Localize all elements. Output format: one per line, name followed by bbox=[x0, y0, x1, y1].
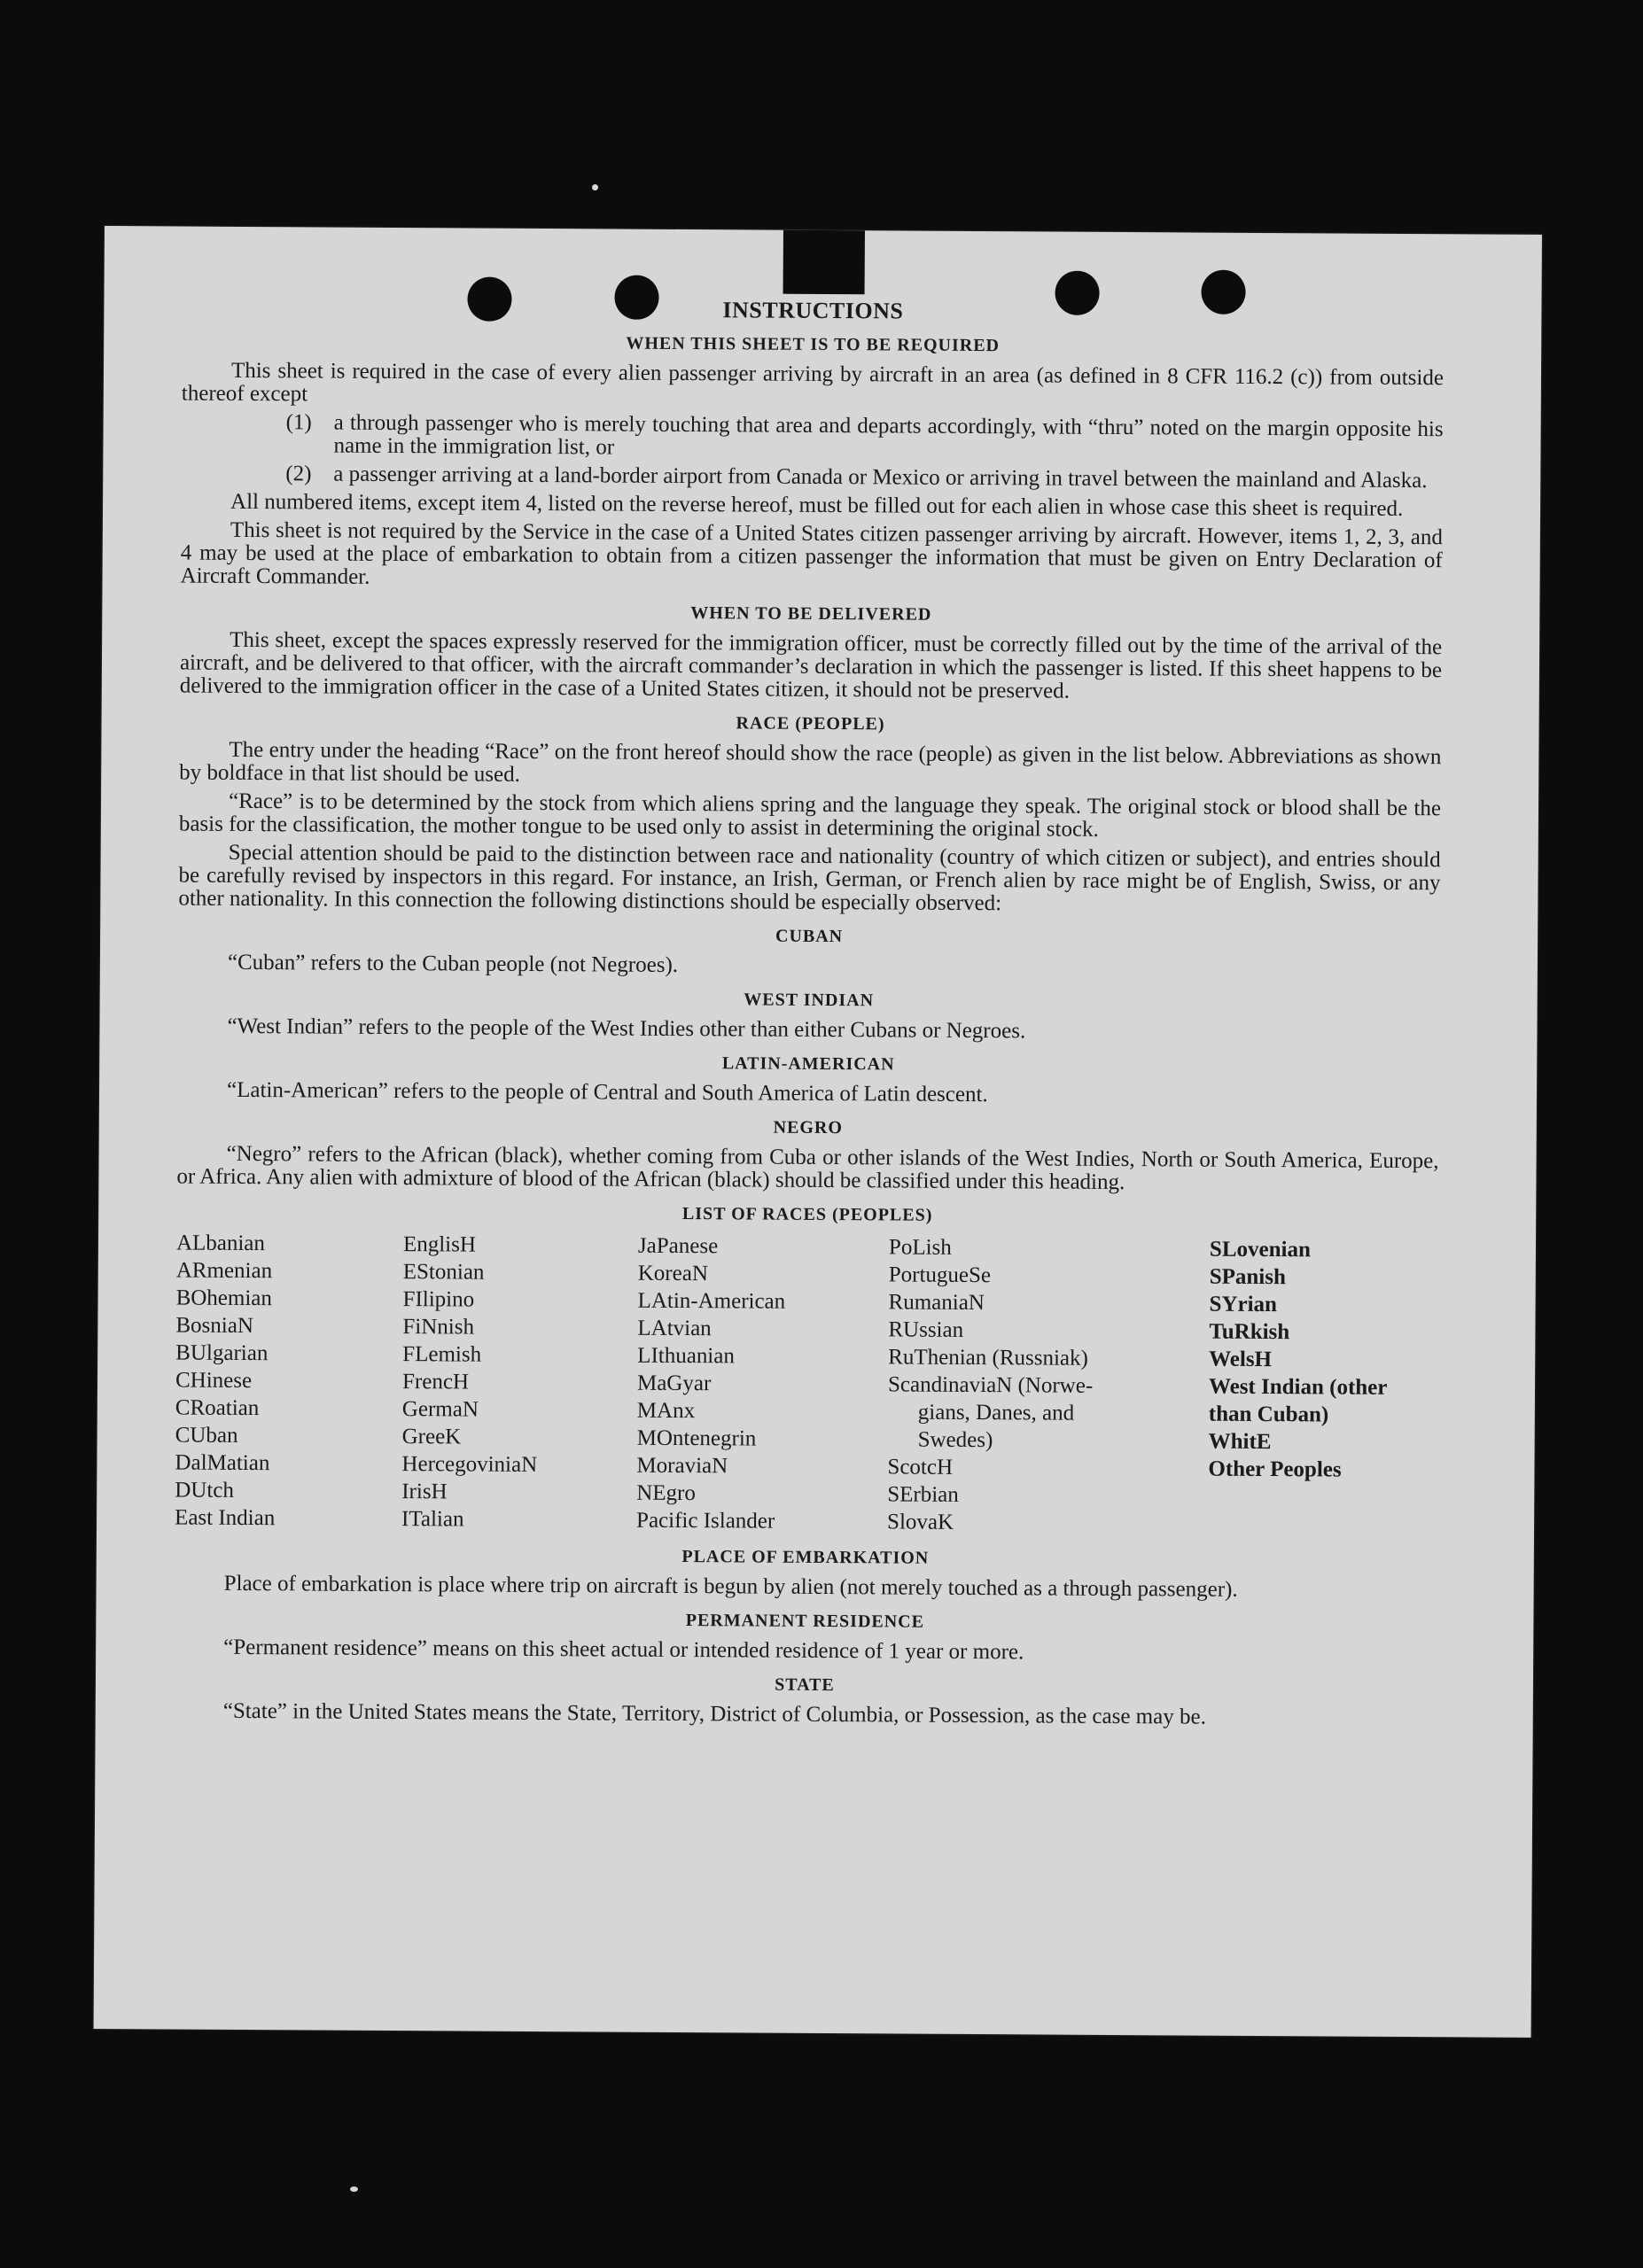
race-entry-continued: than Cuban) bbox=[1208, 1402, 1329, 1427]
instruction-sheet bbox=[94, 226, 1542, 2038]
race-entry: SPanish bbox=[1209, 1264, 1287, 1290]
heading-latin-american: LATIN-AMERICAN bbox=[721, 1053, 895, 1075]
numbered-item bbox=[285, 462, 1443, 493]
race-entry: FiNnish bbox=[402, 1315, 475, 1340]
race-entry: LAtvian bbox=[637, 1316, 712, 1341]
paragraph: “Race” is to be determined by the stock from which aliens spring and the language they speak. The original stock or blood shall be the basis for the classification, the mother tongue to be used only to assist in determining the original stock. bbox=[178, 788, 1442, 842]
race-entry: ITalian bbox=[401, 1507, 464, 1532]
race-entry: KoreaN bbox=[637, 1261, 709, 1286]
definition-residence: “Permanent residence” means on this sheet actual or intended residence of 1 year or more. bbox=[223, 1635, 1024, 1665]
heading-race: RACE (PEOPLE) bbox=[736, 713, 885, 734]
document-body bbox=[174, 296, 1444, 1736]
race-entry: PortugueSe bbox=[888, 1262, 992, 1288]
race-entry: ScotcH bbox=[887, 1455, 954, 1480]
race-entry: MoraviaN bbox=[636, 1453, 728, 1479]
heading-negro: NEGRO bbox=[773, 1117, 844, 1138]
race-entry: FLemish bbox=[402, 1342, 482, 1367]
paragraph: This sheet is required in the case of every alien passenger arriving by aircraft in an area (as defined in 8 CFR 116.2 (c)) from outside thereof except bbox=[181, 358, 1444, 407]
race-entry: Pacific Islander bbox=[636, 1508, 775, 1534]
heading-when-delivered: WHEN TO BE DELIVERED bbox=[690, 603, 932, 625]
race-entry: MAnx bbox=[636, 1398, 696, 1424]
item-number: (2) bbox=[285, 462, 312, 486]
heading-permanent-residence: PERMANENT RESIDENCE bbox=[685, 1611, 925, 1632]
paragraph: The entry under the heading “Race” on the front hereof should show the race (people) as given in the list below. Abbreviations as shown by boldface in that list should be used. bbox=[179, 737, 1442, 787]
item-number: (1) bbox=[285, 410, 312, 435]
race-entry: CUban bbox=[175, 1423, 238, 1448]
definition-west-indian: “West Indian” refers to the people of the West Indies other than either Cubans or Negroes. bbox=[227, 1014, 1026, 1044]
race-entry: MaGyar bbox=[636, 1371, 712, 1396]
race-entry: MOntenegrin bbox=[636, 1425, 757, 1451]
heading-west-indian: WEST INDIAN bbox=[744, 990, 875, 1011]
race-entry: TuRkish bbox=[1209, 1319, 1290, 1345]
race-entry: RUssian bbox=[888, 1317, 964, 1342]
definition-cuban: “Cuban” refers to the Cuban people (not Negroes). bbox=[227, 950, 679, 977]
paragraph: This sheet is not required by the Service in the case of a United States citizen passenger arriving by aircraft. However, items 1, 2, 3, and 4 may be used at the place of embarkation to obtain from a citizen passenger the information that must be given on Entry Declaration of Aircraft Commander. bbox=[180, 517, 1443, 589]
race-list bbox=[175, 1230, 1438, 1540]
race-entry: BOhemian bbox=[175, 1285, 273, 1311]
race-column bbox=[1208, 1236, 1438, 1540]
race-entry: FrencH bbox=[401, 1370, 470, 1394]
race-column bbox=[175, 1230, 403, 1534]
heading-cuban: CUBAN bbox=[775, 926, 844, 947]
race-column bbox=[636, 1232, 889, 1536]
numbered-item bbox=[285, 411, 1443, 464]
race-entry: DalMatian bbox=[175, 1450, 270, 1476]
race-entry: East Indian bbox=[175, 1505, 276, 1531]
race-column bbox=[887, 1233, 1210, 1537]
race-entry: CRoatian bbox=[175, 1395, 260, 1421]
paragraph: This sheet, except the spaces expressly reserved for the immigration officer, must be correctly filled out by the time of the arrival of the aircraft, and be delivered to that officer, with the aircraft commander’s declaration in which the passenger is listed. If this sheet happens to be delivered to the immigration officer in the case of a United States citizen, it should not be preserved. bbox=[179, 627, 1443, 703]
dust-speck bbox=[592, 184, 598, 190]
race-entry: RuThenian (Russniak) bbox=[888, 1345, 1088, 1371]
item-text: a passenger arriving at a land-border airport from Canada or Mexico or arriving in travel between the mainland and Alaska. bbox=[333, 462, 1428, 493]
race-entry: BUlgarian bbox=[175, 1340, 269, 1366]
race-entry: ALbanian bbox=[175, 1231, 266, 1256]
heading-place-of-embarkation: PLACE OF EMBARKATION bbox=[681, 1547, 930, 1568]
race-entry: GreeK bbox=[401, 1425, 462, 1449]
race-entry: West Indian (other bbox=[1208, 1374, 1388, 1400]
race-column bbox=[401, 1231, 638, 1534]
heading-when-required: WHEN THIS SHEET IS TO BE REQUIRED bbox=[626, 333, 1001, 356]
item-text: a through passenger who is merely touching that area and departs accordingly, with “thru” noted on the margin opposite his name in the immigration list, or bbox=[333, 410, 1444, 460]
race-entry: IrisH bbox=[401, 1480, 448, 1504]
race-entry: DUtch bbox=[175, 1478, 235, 1503]
race-entry: ScandinaviaN (Norwe- bbox=[887, 1372, 1094, 1398]
race-entry: SLovenian bbox=[1209, 1237, 1311, 1262]
race-entry: CHinese bbox=[175, 1368, 253, 1394]
race-entry: NEgro bbox=[636, 1480, 697, 1506]
paragraph: Special attention should be paid to the distinction between race and nationality (country of which citizen or subject), and entries should be carefully revised by inspectors in this regard. For instance, an Irish, German, or French alien by race might be of English, Swiss, or any other nationality. In this connection the following distinctions should be especially observed: bbox=[178, 840, 1441, 916]
race-entry: SYrian bbox=[1209, 1292, 1278, 1317]
race-entry: GermaN bbox=[401, 1397, 479, 1422]
race-entry: Other Peoples bbox=[1208, 1456, 1342, 1482]
race-entry: ARmenian bbox=[175, 1258, 273, 1284]
definition-state: “State” in the United States means the State, Territory, District of Columbia, or Possession, as the case may be. bbox=[222, 1698, 1206, 1729]
definition-latin-american: “Latin-American” refers to the people of Central and South America of Latin descent. bbox=[226, 1077, 988, 1107]
race-entry-continued: Swedes) bbox=[917, 1427, 993, 1453]
heading-state: STATE bbox=[775, 1674, 835, 1696]
race-entry: SlovaK bbox=[886, 1510, 954, 1534]
race-entry: LAtin-American bbox=[637, 1288, 786, 1314]
document-title: INSTRUCTIONS bbox=[722, 297, 904, 324]
dust-speck bbox=[350, 2186, 358, 2192]
race-entry: JaPanese bbox=[637, 1233, 719, 1259]
race-entry: WelsH bbox=[1209, 1347, 1273, 1372]
race-entry: FIlipino bbox=[402, 1287, 475, 1312]
race-entry: WhitE bbox=[1208, 1429, 1272, 1455]
punched-tab bbox=[783, 230, 865, 295]
race-entry: PoLish bbox=[888, 1235, 952, 1260]
race-entry: EStonian bbox=[402, 1260, 485, 1285]
race-entry: HercegoviniaN bbox=[401, 1452, 538, 1478]
definition-embarkation: Place of embarkation is place where trip on aircraft is begun by alien (not merely touched as a through passenger). bbox=[223, 1571, 1238, 1602]
race-entry: SErbian bbox=[887, 1482, 959, 1507]
race-entry: RumaniaN bbox=[888, 1290, 985, 1316]
race-entry: EnglisH bbox=[402, 1232, 477, 1257]
paragraph: All numbered items, except item 4, listed on the reverse hereof, must be filled out for each alien in whose case this sheet is required. bbox=[230, 489, 1404, 521]
race-entry-continued: gians, Danes, and bbox=[917, 1400, 1075, 1425]
heading-list-of-races: LIST OF RACES (PEOPLES) bbox=[681, 1204, 933, 1225]
race-entry: LIthuanian bbox=[637, 1343, 735, 1369]
definition-negro: “Negro” refers to the African (black), whether coming from Cuba or other islands of the West Indies, North or South America, Europe, or Africa. Any alien with admixture of blood of the African (black) should be classified under this heading. bbox=[176, 1141, 1439, 1195]
race-entry: BosniaN bbox=[175, 1313, 254, 1339]
